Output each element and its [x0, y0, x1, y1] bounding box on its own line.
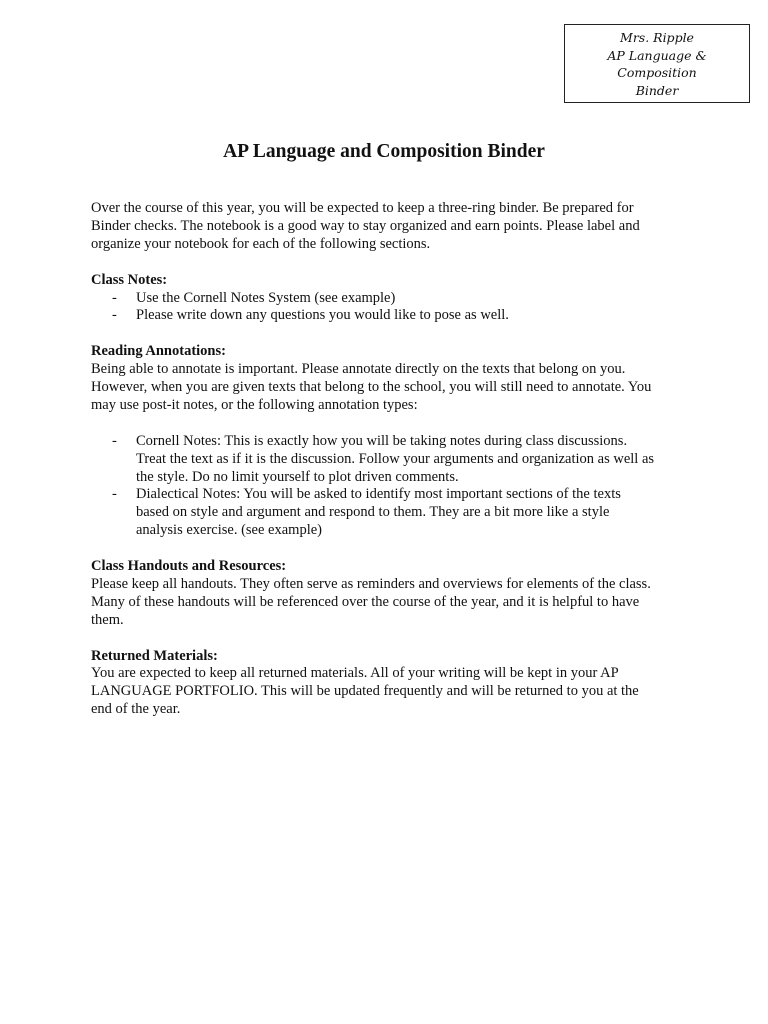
list-item	[91, 486, 691, 540]
list-item-text: Please write down any questions you would like to pose as well.	[136, 307, 509, 324]
text-line: Being able to annotate is important. Please annotate directly on the texts that belong on you.	[91, 361, 626, 378]
section-heading: Reading Annotations:	[91, 343, 226, 360]
document-body	[91, 200, 691, 719]
text-line: based on style and argument and respond to them. They are a bit more like a style	[136, 504, 610, 521]
text-line: Dialectical Notes: You will be asked to identify most important sections of the texts	[136, 486, 621, 503]
text-line: Binder checks. The notebook is a good way to stay organized and earn points. Please label and	[91, 217, 640, 234]
class-notes-list	[91, 290, 691, 326]
dash-bullet: -	[112, 432, 117, 449]
header-box-line: AP Language &	[607, 47, 707, 63]
teacher-header-box	[564, 24, 750, 103]
header-box-line: Composition	[617, 65, 697, 80]
text-line: may use post-it notes, or the following annotation types:	[91, 396, 418, 413]
dash-bullet: -	[112, 307, 117, 324]
text-line: the style. Do no limit yourself to plot driven comments.	[136, 468, 459, 485]
paragraph-spacer	[91, 254, 691, 272]
returned-materials-section	[91, 648, 691, 720]
dash-bullet: -	[112, 486, 117, 503]
class-notes-section	[91, 272, 691, 326]
annotation-types-list	[91, 433, 691, 540]
text-line: Treat the text as if it is the discussion. Follow your arguments and organization as well as	[136, 450, 655, 467]
text-line: analysis exercise. (see example)	[136, 522, 322, 539]
paragraph-spacer	[91, 630, 691, 648]
text-line: However, when you are given texts that belong to the school, you will still need to annotate. You	[91, 379, 652, 396]
text-line: them.	[91, 611, 124, 628]
reading-annotations-section	[91, 343, 691, 540]
intro-paragraph	[91, 200, 691, 254]
handouts-section	[91, 558, 691, 630]
text-line: organize your notebook for each of the following sections.	[91, 235, 431, 252]
paragraph-spacer	[91, 540, 691, 558]
list-item-text: Use the Cornell Notes System (see example)	[136, 289, 396, 306]
text-line: Over the course of this year, you will be expected to keep a three-ring binder. Be prepared for	[91, 200, 634, 216]
list-item	[91, 307, 691, 325]
text-line: LANGUAGE PORTFOLIO. This will be updated frequently and will be returned to you at the	[91, 683, 639, 700]
list-item	[91, 433, 691, 487]
text-line: Cornell Notes: This is exactly how you will be taking notes during class discussions.	[136, 432, 628, 449]
paragraph-spacer	[91, 415, 691, 433]
text-line: You are expected to keep all returned materials. All of your writing will be kept in your AP	[91, 665, 619, 682]
section-heading: Class Notes:	[91, 271, 168, 288]
list-item	[91, 290, 691, 308]
dash-bullet: -	[112, 289, 117, 306]
text-line: Please keep all handouts. They often serve as reminders and overviews for elements of the class.	[91, 575, 651, 592]
text-line: end of the year.	[91, 701, 181, 718]
text-line: Many of these handouts will be referenced over the course of the year, and it is helpful to have	[91, 593, 640, 610]
paragraph-spacer	[91, 325, 691, 343]
header-box-line: Mrs. Ripple	[620, 30, 694, 45]
section-heading: Returned Materials:	[91, 647, 218, 664]
section-heading: Class Handouts and Resources:	[91, 558, 287, 575]
header-box-line: Binder	[635, 82, 679, 98]
document-title: AP Language and Composition Binder	[223, 141, 545, 162]
